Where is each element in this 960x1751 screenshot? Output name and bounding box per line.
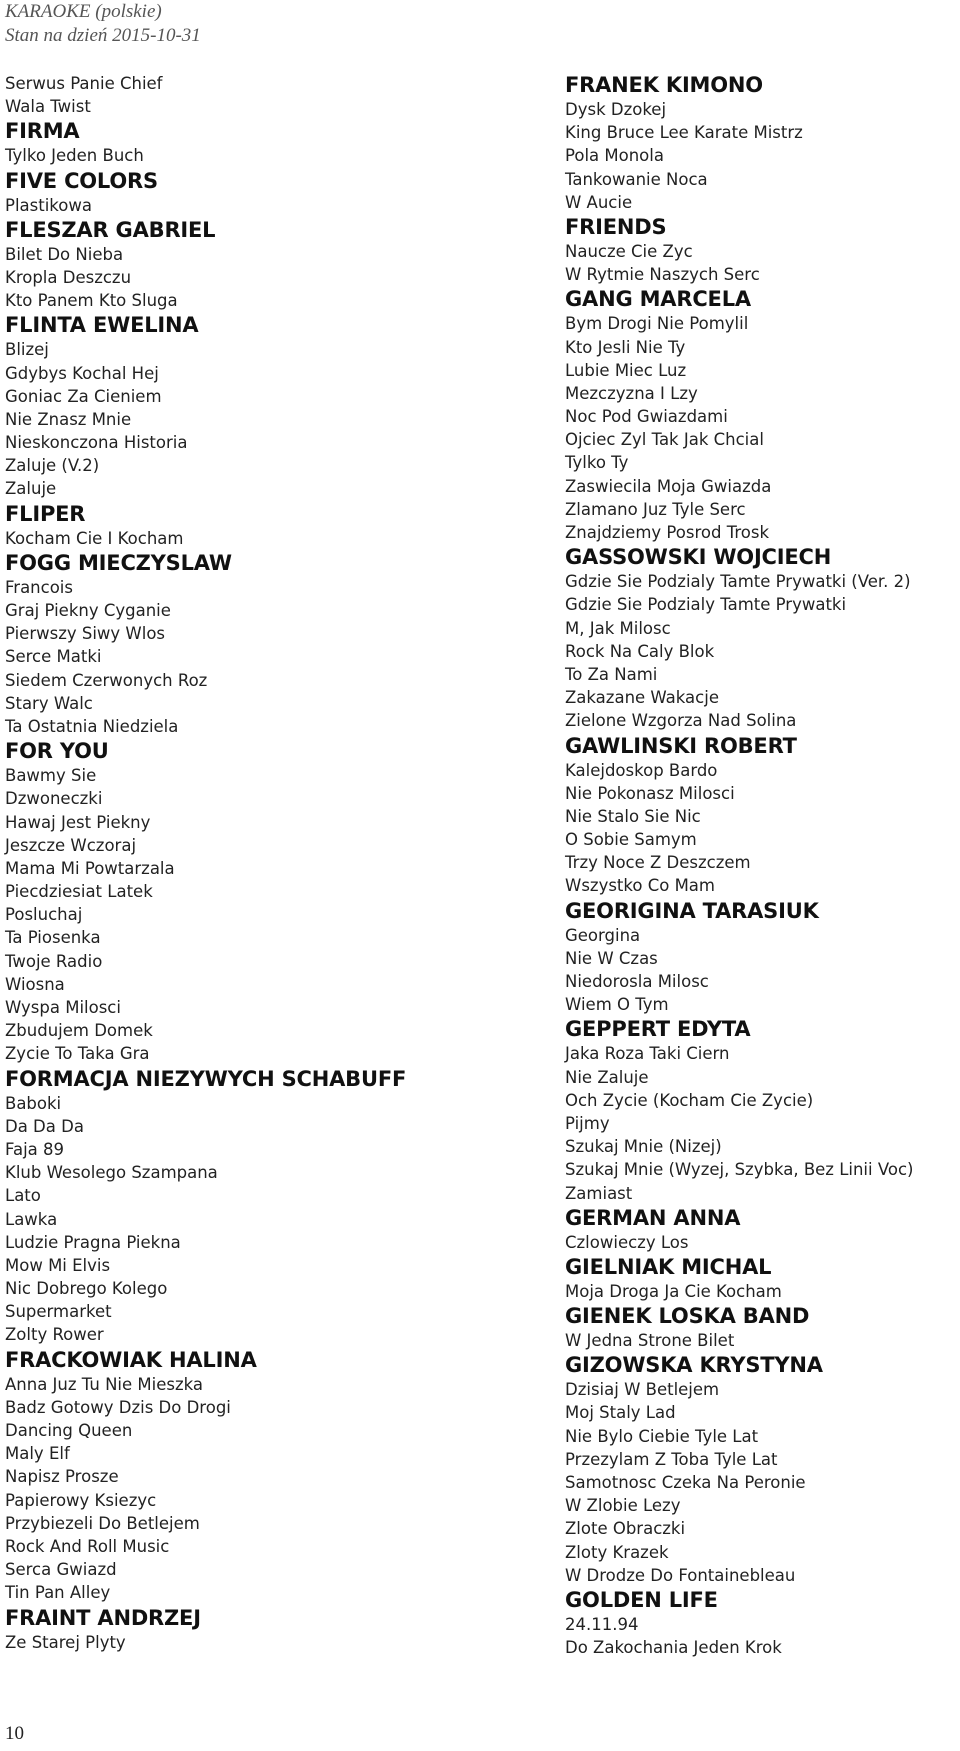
- song-title: Niedorosla Milosc: [565, 972, 709, 991]
- song-title: Nie W Czas: [565, 948, 658, 968]
- song-title: Bym Drogi Nie Pomylil: [565, 314, 749, 334]
- song-title: Wiem O Tym: [565, 995, 669, 1015]
- song-title: Wiosna: [5, 974, 65, 994]
- artist-heading: GIENEK LOSKA BAND: [565, 1304, 810, 1329]
- song-title: Serca Gwiazd: [5, 1560, 117, 1580]
- song-title: W Drodze Do Fontainebleau: [565, 1565, 796, 1585]
- artist-heading: FLESZAR GABRIEL: [5, 217, 216, 242]
- song-title: Samotnosc Czeka Na Peronie: [565, 1473, 806, 1492]
- song-title: Kropla Deszczu: [5, 267, 132, 287]
- song-title: Badz Gotowy Dzis Do Drogi: [5, 1397, 231, 1417]
- song-title: Czlowieczy Los: [565, 1232, 689, 1252]
- song-title: Tylko Ty: [565, 453, 629, 473]
- artist-heading: GANG MARCELA: [565, 287, 751, 312]
- song-title: Napisz Prosze: [5, 1467, 119, 1487]
- artist-heading: FRAINT ANDRZEJ: [5, 1605, 201, 1630]
- document-date: Stan na dzień 2015-10-31: [5, 25, 201, 46]
- song-title: To Za Nami: [565, 664, 658, 684]
- song-title: Nie Zaluje: [565, 1067, 649, 1087]
- song-title: Mama Mi Powtarzala: [5, 858, 175, 878]
- song-title: W Aucie: [565, 192, 633, 212]
- song-title: Kto Jesli Nie Ty: [565, 337, 686, 357]
- song-title: Papierowy Ksiezyc: [5, 1490, 157, 1510]
- artist-heading: GOLDEN LIFE: [565, 1587, 718, 1612]
- artist-heading: FRANEK KIMONO: [565, 73, 763, 97]
- song-title: Zielone Wzgorza Nad Solina: [565, 711, 797, 731]
- artist-heading: FOR YOU: [5, 739, 109, 764]
- artist-heading: FRACKOWIAK HALINA: [5, 1347, 257, 1372]
- song-title: Gdzie Sie Podzialy Tamte Prywatki: [565, 595, 847, 615]
- song-title: Goniac Za Cieniem: [5, 386, 162, 406]
- song-title: Serwus Panie Chief: [5, 74, 163, 93]
- artist-heading: GEORIGINA TARASIUK: [565, 898, 819, 923]
- song-title: Baboki: [5, 1093, 62, 1113]
- song-title: Wyspa Milosci: [5, 998, 121, 1017]
- song-title: Georgina: [565, 925, 641, 945]
- song-title: Zycie To Taka Gra: [5, 1044, 150, 1064]
- song-title: Lato: [5, 1186, 41, 1206]
- song-title: Przezylam Z Toba Tyle Lat: [565, 1449, 778, 1469]
- song-title: Tylko Jeden Buch: [5, 146, 144, 166]
- artist-heading: GASSOWSKI WOJCIECH: [565, 545, 832, 570]
- page-header: [5, 0, 201, 48]
- song-title: Dancing Queen: [5, 1421, 133, 1440]
- song-title: Nieskonczona Historia: [5, 433, 188, 453]
- song-title: Pola Monola: [565, 146, 664, 166]
- song-title: Serce Matki: [5, 647, 102, 667]
- song-title: Lawka: [5, 1209, 58, 1229]
- song-title: Zaswiecila Moja Gwiazda: [565, 476, 772, 496]
- song-title: Pierwszy Siwy Wlos: [5, 624, 166, 644]
- right-column: [565, 72, 955, 1659]
- song-title: Kto Panem Kto Sluga: [5, 291, 178, 311]
- song-title: Tin Pan Alley: [5, 1583, 111, 1603]
- song-title: Tankowanie Noca: [565, 169, 708, 189]
- song-title: Da Da Da: [5, 1116, 84, 1136]
- artist-heading: FLINTA EWELINA: [5, 313, 199, 338]
- song-title: Siedem Czerwonych Roz: [5, 670, 208, 690]
- song-title: Zolty Rower: [5, 1325, 104, 1345]
- song-title: W Rytmie Naszych Serc: [565, 265, 760, 285]
- artist-heading: GAWLINSKI ROBERT: [565, 733, 797, 758]
- song-title: Szukaj Mnie (Wyzej, Szybka, Bez Linii Voc): [565, 1160, 914, 1180]
- song-title: Nic Dobrego Kolego: [5, 1279, 168, 1299]
- song-title: Moja Droga Ja Cie Kocham: [565, 1281, 782, 1301]
- song-title: Zloty Krazek: [565, 1542, 669, 1562]
- song-title: Zlote Obraczki: [565, 1519, 686, 1539]
- song-title: Nie Bylo Ciebie Tyle Lat: [565, 1426, 759, 1446]
- song-title: Dzwoneczki: [5, 789, 103, 809]
- song-title: Zamiast: [565, 1183, 633, 1203]
- song-title: Stary Walc: [5, 693, 93, 713]
- artist-heading: GIZOWSKA KRYSTYNA: [565, 1353, 823, 1378]
- document-title: KARAOKE (polskie): [5, 1, 162, 22]
- song-title: Bawmy Sie: [5, 766, 97, 786]
- song-title: Faja 89: [5, 1139, 65, 1159]
- song-title: Moj Staly Lad: [565, 1403, 676, 1423]
- song-title: Kalejdoskop Bardo: [565, 760, 718, 780]
- song-title: Piecdziesiat Latek: [5, 882, 153, 902]
- artist-heading: FOGG MIECZYSLAW: [5, 550, 232, 575]
- song-title: 24.11.94: [565, 1614, 639, 1634]
- song-title: Znajdziemy Posrod Trosk: [565, 523, 770, 542]
- song-title: Ze Starej Plyty: [5, 1632, 126, 1652]
- song-title: Do Zakochania Jeden Krok: [565, 1638, 782, 1658]
- song-title: Przybiezeli Do Betlejem: [5, 1513, 200, 1533]
- song-title: Mow Mi Elvis: [5, 1255, 111, 1275]
- song-title: Gdzie Sie Podzialy Tamte Prywatki (Ver. 2): [565, 572, 911, 592]
- song-title: Kocham Cie I Kocham: [5, 528, 184, 548]
- song-title: Francois: [5, 577, 73, 597]
- artist-heading: FORMACJA NIEZYWYCH SCHABUFF: [5, 1066, 407, 1091]
- song-title: Lubie Miec Luz: [565, 360, 687, 380]
- song-title: Posluchaj: [5, 905, 83, 925]
- song-title: M, Jak Milosc: [565, 618, 671, 638]
- artist-heading: GIELNIAK MICHAL: [565, 1254, 772, 1279]
- song-title: Supermarket: [5, 1302, 112, 1322]
- song-title: Maly Elf: [5, 1444, 70, 1464]
- song-title: Szukaj Mnie (Nizej): [565, 1137, 722, 1157]
- song-title: Nie Pokonasz Milosci: [565, 783, 735, 803]
- song-title: Twoje Radio: [5, 951, 103, 971]
- song-title: Ludzie Pragna Piekna: [5, 1232, 181, 1252]
- artist-heading: FLIPER: [5, 501, 86, 526]
- song-title: Anna Juz Tu Nie Mieszka: [5, 1374, 203, 1394]
- song-title: Mezczyzna I Lzy: [565, 383, 698, 403]
- song-title: Ojciec Zyl Tak Jak Chcial: [565, 430, 764, 450]
- song-title: Klub Wesolego Szampana: [5, 1163, 218, 1183]
- song-title: Rock Na Caly Blok: [565, 641, 715, 661]
- song-title: Dysk Dzokej: [565, 100, 667, 119]
- artist-heading: FRIENDS: [565, 214, 667, 239]
- song-title: Jaka Roza Taki Ciern: [565, 1044, 730, 1064]
- song-title: Pijmy: [565, 1113, 610, 1133]
- song-title: W Zlobie Lezy: [565, 1496, 681, 1516]
- song-title: Bilet Do Nieba: [5, 244, 124, 264]
- page-number: 10: [5, 1723, 24, 1744]
- song-title: Zlamano Juz Tyle Serc: [565, 499, 746, 519]
- song-title: Gdybys Kochal Hej: [5, 363, 159, 383]
- artist-heading: FIRMA: [5, 119, 80, 144]
- song-title: Wszystko Co Mam: [565, 876, 715, 896]
- left-column: [5, 72, 545, 1654]
- song-title: Zakazane Wakacje: [565, 688, 719, 708]
- artist-heading: FIVE COLORS: [5, 168, 158, 193]
- artist-heading: GERMAN ANNA: [565, 1205, 741, 1230]
- song-title: Zbudujem Domek: [5, 1021, 153, 1041]
- song-title: Nie Znasz Mnie: [5, 409, 132, 429]
- song-title: O Sobie Samym: [565, 830, 697, 850]
- song-title: Graj Piekny Cyganie: [5, 601, 171, 620]
- artist-heading: GEPPERT EDYTA: [565, 1017, 751, 1042]
- song-title: King Bruce Lee Karate Mistrz: [565, 123, 803, 143]
- song-title: Dzisiaj W Betlejem: [565, 1380, 720, 1400]
- song-title: Wala Twist: [5, 97, 91, 117]
- song-title: Naucze Cie Zyc: [565, 241, 693, 261]
- song-title: Och Zycie (Kocham Cie Zycie): [565, 1090, 814, 1110]
- song-title: Zaluje (V.2): [5, 456, 100, 476]
- song-title: Blizej: [5, 340, 49, 360]
- song-title: W Jedna Strone Bilet: [565, 1331, 735, 1351]
- song-title: Ta Piosenka: [5, 928, 101, 948]
- song-title: Trzy Noce Z Deszczem: [565, 853, 751, 873]
- song-title: Zaluje: [5, 479, 57, 499]
- song-title: Nie Stalo Sie Nic: [565, 806, 701, 826]
- song-title: Plastikowa: [5, 195, 92, 215]
- song-title: Hawaj Jest Piekny: [5, 812, 151, 832]
- song-title: Rock And Roll Music: [5, 1536, 170, 1556]
- song-title: Noc Pod Gwiazdami: [565, 407, 728, 427]
- song-title: Jeszcze Wczoraj: [5, 835, 137, 855]
- song-title: Ta Ostatnia Niedziela: [5, 716, 179, 736]
